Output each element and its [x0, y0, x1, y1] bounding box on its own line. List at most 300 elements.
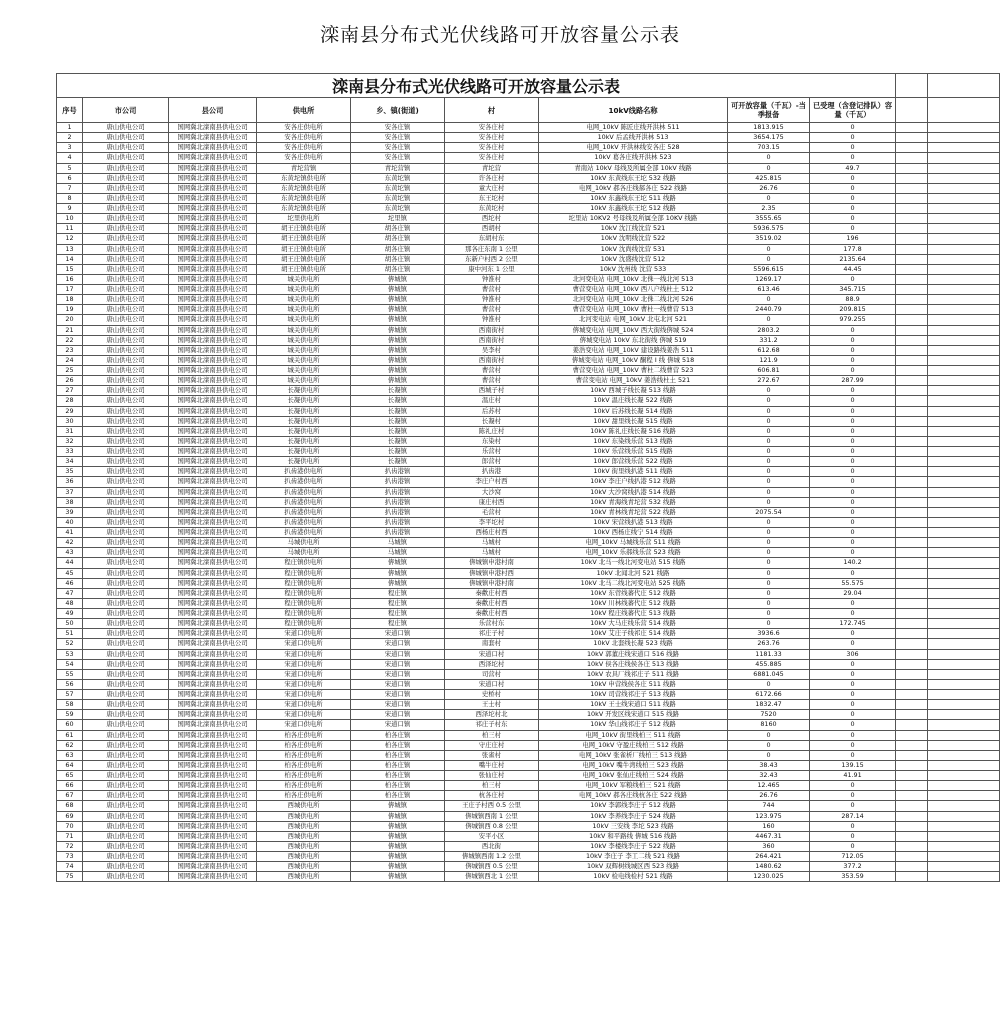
cell-county-company: 国网冀北滦南县供电公司 — [169, 487, 257, 497]
empty-cell — [928, 133, 1000, 143]
cell-city-company: 唐山供电公司 — [83, 750, 169, 760]
cell-open-capacity: 0 — [728, 436, 810, 446]
cell-village: 嘴牛庄村 — [445, 760, 539, 770]
cell-line-name: 10kV 司营线祁庄子 513 线路 — [539, 690, 728, 700]
cell-line-name: 10kV 侯各庄线侯各庄 513 线路 — [539, 659, 728, 669]
table-row — [57, 720, 1000, 730]
cell-town: 扒齿港镇 — [351, 517, 445, 527]
table-row — [57, 507, 1000, 517]
cell-village: 李庄户村西 — [445, 477, 539, 487]
cell-city-company: 唐山供电公司 — [83, 487, 169, 497]
table-row — [57, 305, 1000, 315]
cell-village: 张雀村 — [445, 750, 539, 760]
cell-station: 西城供电所 — [257, 831, 351, 841]
cell-open-capacity: 0 — [728, 386, 810, 396]
cell-line-name: 10kV 东鑫线东王坨 511 线路 — [539, 193, 728, 203]
empty-cell — [896, 760, 928, 770]
cell-open-capacity: 0 — [728, 477, 810, 487]
empty-cell — [928, 639, 1000, 649]
cell-city-company: 唐山供电公司 — [83, 760, 169, 770]
cell-city-company: 唐山供电公司 — [83, 872, 169, 882]
cell-town: 宋道口镇 — [351, 649, 445, 659]
cell-village: 王庄子村西 0.5 公里 — [445, 801, 539, 811]
cell-town: 倴城镇 — [351, 295, 445, 305]
capacity-table — [56, 73, 1000, 882]
cell-village: 温庄村 — [445, 396, 539, 406]
cell-index: 10 — [57, 214, 83, 224]
cell-county-company: 国网冀北滦南县供电公司 — [169, 143, 257, 153]
cell-city-company: 唐山供电公司 — [83, 730, 169, 740]
cell-city-company: 唐山供电公司 — [83, 224, 169, 234]
cell-index: 40 — [57, 517, 83, 527]
empty-cell — [928, 862, 1000, 872]
cell-city-company: 唐山供电公司 — [83, 629, 169, 639]
table-row — [57, 457, 1000, 467]
table-row — [57, 700, 1000, 710]
empty-cell — [928, 497, 1000, 507]
cell-line-name: 电网_10kV 张雀析厂线柏三 513 线路 — [539, 750, 728, 760]
empty-cell — [896, 831, 928, 841]
empty-cell — [896, 619, 928, 629]
cell-city-company: 唐山供电公司 — [83, 791, 169, 801]
cell-village: 西南街村 — [445, 325, 539, 335]
cell-index: 63 — [57, 750, 83, 760]
cell-village: 祁庄子村 — [445, 629, 539, 639]
cell-station: 西城供电所 — [257, 801, 351, 811]
empty-cell — [928, 781, 1000, 791]
cell-village: 安平小区 — [445, 831, 539, 841]
cell-town: 柏各庄镇 — [351, 730, 445, 740]
cell-line-name: 10kV 艾庄子线祁庄 514 线路 — [539, 629, 728, 639]
col-header: 已受理（含登记排队）容量（千瓦） — [810, 98, 896, 123]
cell-village: 东新户村西 2 公里 — [445, 254, 539, 264]
cell-accepted-capacity: 0 — [810, 720, 896, 730]
cell-open-capacity: 0 — [728, 609, 810, 619]
cell-county-company: 国网冀北滦南县供电公司 — [169, 274, 257, 284]
empty-cell — [896, 669, 928, 679]
cell-county-company: 国网冀北滦南县供电公司 — [169, 740, 257, 750]
cell-line-name: 10kV 沈盛线沈营 512 — [539, 254, 728, 264]
cell-line-name: 10kV 王士线宋道口 511 线路 — [539, 700, 728, 710]
cell-county-company: 国网冀北滦南县供电公司 — [169, 669, 257, 679]
cell-line-name: 电网_10kV 郝各庄线郝各庄 522 线路 — [539, 183, 728, 193]
cell-index: 66 — [57, 781, 83, 791]
cell-city-company: 唐山供电公司 — [83, 396, 169, 406]
empty-cell — [896, 679, 928, 689]
cell-village: 西南街村 — [445, 335, 539, 345]
cell-county-company: 国网冀北滦南县供电公司 — [169, 841, 257, 851]
cell-line-name: 10kV 北闻北河 521 线路 — [539, 568, 728, 578]
empty-cell — [928, 558, 1000, 568]
cell-index: 1 — [57, 123, 83, 133]
cell-town: 安各庄镇 — [351, 133, 445, 143]
empty-cell — [928, 629, 1000, 639]
cell-accepted-capacity: 0 — [810, 700, 896, 710]
cell-town: 倴城镇 — [351, 366, 445, 376]
cell-town: 程庄镇 — [351, 598, 445, 608]
cell-open-capacity: 0 — [728, 497, 810, 507]
empty-cell — [928, 467, 1000, 477]
cell-village: 毛营村 — [445, 507, 539, 517]
cell-line-name: 曹营变电站 电网_10kV 姜浩线杜土 521 — [539, 376, 728, 386]
table-row — [57, 852, 1000, 862]
cell-open-capacity: 6172.66 — [728, 690, 810, 700]
cell-city-company: 唐山供电公司 — [83, 163, 169, 173]
empty-cell — [928, 355, 1000, 365]
cell-index: 26 — [57, 376, 83, 386]
table-row — [57, 679, 1000, 689]
empty-cell — [896, 487, 928, 497]
cell-town: 倴城镇 — [351, 811, 445, 821]
cell-accepted-capacity: 0 — [810, 629, 896, 639]
cell-accepted-capacity: 0 — [810, 204, 896, 214]
cell-index: 25 — [57, 366, 83, 376]
table-row — [57, 781, 1000, 791]
cell-open-capacity: 0 — [728, 254, 810, 264]
empty-cell — [928, 588, 1000, 598]
cell-village: 乐营村东 — [445, 619, 539, 629]
cell-town: 程庄镇 — [351, 619, 445, 629]
cell-station: 宋道口供电所 — [257, 700, 351, 710]
col-header: 市公司 — [83, 98, 169, 123]
cell-open-capacity: 264.421 — [728, 852, 810, 862]
cell-county-company: 国网冀北滦南县供电公司 — [169, 517, 257, 527]
cell-index: 65 — [57, 771, 83, 781]
cell-county-company: 国网冀北滦南县供电公司 — [169, 578, 257, 588]
cell-county-company: 国网冀北滦南县供电公司 — [169, 396, 257, 406]
empty-cell — [896, 750, 928, 760]
cell-open-capacity: 0 — [728, 598, 810, 608]
cell-index: 75 — [57, 872, 83, 882]
cell-city-company: 唐山供电公司 — [83, 568, 169, 578]
cell-accepted-capacity: 0 — [810, 710, 896, 720]
cell-city-company: 唐山供电公司 — [83, 305, 169, 315]
cell-index: 44 — [57, 558, 83, 568]
cell-station: 城关供电所 — [257, 305, 351, 315]
cell-county-company: 国网冀北滦南县供电公司 — [169, 436, 257, 446]
empty-cell — [896, 730, 928, 740]
cell-town: 倴城镇 — [351, 821, 445, 831]
cell-county-company: 国网冀北滦南县供电公司 — [169, 315, 257, 325]
cell-line-name: 10kV 街里线扒港 511 线路 — [539, 467, 728, 477]
empty-cell — [896, 386, 928, 396]
table-row — [57, 649, 1000, 659]
cell-accepted-capacity: 0 — [810, 497, 896, 507]
cell-town: 倴城镇 — [351, 274, 445, 284]
cell-city-company: 唐山供电公司 — [83, 376, 169, 386]
empty-cell — [896, 345, 928, 355]
cell-town: 东黄坨镇 — [351, 204, 445, 214]
cell-open-capacity: 2803.2 — [728, 325, 810, 335]
cell-station: 长凝供电所 — [257, 386, 351, 396]
table-row — [57, 477, 1000, 487]
empty-cell — [896, 295, 928, 305]
cell-index: 36 — [57, 477, 83, 487]
empty-cell — [896, 234, 928, 244]
empty-cell — [896, 801, 928, 811]
empty-cell — [928, 619, 1000, 629]
cell-county-company: 国网冀北滦南县供电公司 — [169, 528, 257, 538]
cell-line-name: 倴城变电站 电网_10kV 西大街线倴城 524 — [539, 325, 728, 335]
cell-county-company: 国网冀北滦南县供电公司 — [169, 588, 257, 598]
cell-city-company: 唐山供电公司 — [83, 548, 169, 558]
cell-line-name: 曹营变电站 电网_10kV 曹杜二线曹营 523 — [539, 366, 728, 376]
table-row — [57, 163, 1000, 173]
cell-city-company: 唐山供电公司 — [83, 467, 169, 477]
empty-cell — [928, 98, 1000, 123]
cell-open-capacity: 0 — [728, 528, 810, 538]
cell-village: 西北街 — [445, 841, 539, 851]
cell-station: 宋道口供电所 — [257, 690, 351, 700]
cell-city-company: 唐山供电公司 — [83, 123, 169, 133]
cell-index: 27 — [57, 386, 83, 396]
cell-line-name: 10kV 川林线蕃代庄 512 线路 — [539, 598, 728, 608]
cell-city-company: 唐山供电公司 — [83, 690, 169, 700]
cell-town: 扒齿港镇 — [351, 528, 445, 538]
cell-open-capacity: 1813.915 — [728, 123, 810, 133]
cell-index: 31 — [57, 426, 83, 436]
col-header: 村 — [445, 98, 539, 123]
cell-index: 54 — [57, 659, 83, 669]
empty-cell — [896, 193, 928, 203]
cell-line-name: 10kV 沈江线沈营 521 — [539, 224, 728, 234]
cell-town: 倴城镇 — [351, 335, 445, 345]
cell-index: 59 — [57, 710, 83, 720]
cell-village: 马城村 — [445, 548, 539, 558]
cell-town: 长凝镇 — [351, 447, 445, 457]
cell-station: 程庄镇供电所 — [257, 558, 351, 568]
cell-county-company: 国网冀北滦南县供电公司 — [169, 406, 257, 416]
table-row — [57, 538, 1000, 548]
empty-cell — [896, 548, 928, 558]
cell-town: 程庄镇 — [351, 588, 445, 598]
cell-town: 胡各庄镇 — [351, 224, 445, 234]
empty-cell — [896, 224, 928, 234]
cell-city-company: 唐山供电公司 — [83, 497, 169, 507]
empty-cell — [896, 507, 928, 517]
cell-line-name: 10kV 李庄子 李工二线 521 线路 — [539, 852, 728, 862]
table-row — [57, 234, 1000, 244]
cell-town: 倴城镇 — [351, 315, 445, 325]
cell-station: 柏各庄供电所 — [257, 791, 351, 801]
cell-accepted-capacity: 712.05 — [810, 852, 896, 862]
cell-station: 扒齿港供电所 — [257, 517, 351, 527]
empty-cell — [896, 538, 928, 548]
cell-station: 城关供电所 — [257, 376, 351, 386]
empty-cell — [928, 771, 1000, 781]
cell-village: 西胡村 — [445, 224, 539, 234]
cell-index: 38 — [57, 497, 83, 507]
table-row — [57, 629, 1000, 639]
empty-cell — [928, 578, 1000, 588]
cell-open-capacity: 4467.31 — [728, 831, 810, 841]
cell-city-company: 唐山供电公司 — [83, 416, 169, 426]
cell-index: 55 — [57, 669, 83, 679]
empty-cell — [896, 274, 928, 284]
table-row — [57, 315, 1000, 325]
cell-city-company: 唐山供电公司 — [83, 609, 169, 619]
cell-city-company: 唐山供电公司 — [83, 517, 169, 527]
cell-village: 倴城镇西 0.5 公里 — [445, 862, 539, 872]
cell-index: 6 — [57, 173, 83, 183]
cell-city-company: 唐山供电公司 — [83, 710, 169, 720]
cell-accepted-capacity: 49.7 — [810, 163, 896, 173]
table-row — [57, 831, 1000, 841]
cell-open-capacity: 3654.175 — [728, 133, 810, 143]
cell-town: 长凝镇 — [351, 396, 445, 406]
cell-town: 倴城镇 — [351, 558, 445, 568]
cell-town: 倴城镇 — [351, 376, 445, 386]
cell-line-name: 北河变电站 电网_10kV 北侏二线北河 526 — [539, 295, 728, 305]
cell-town: 胡各庄镇 — [351, 244, 445, 254]
empty-cell — [896, 335, 928, 345]
empty-cell — [896, 558, 928, 568]
table-row — [57, 740, 1000, 750]
table-row — [57, 254, 1000, 264]
cell-line-name: 10kV 开发区线宋道口 515 线路 — [539, 710, 728, 720]
cell-city-company: 唐山供电公司 — [83, 669, 169, 679]
table-row — [57, 690, 1000, 700]
empty-cell — [896, 173, 928, 183]
empty-cell — [896, 629, 928, 639]
table-row — [57, 335, 1000, 345]
cell-index: 17 — [57, 285, 83, 295]
cell-open-capacity: 0 — [728, 750, 810, 760]
cell-county-company: 国网冀北滦南县供电公司 — [169, 497, 257, 507]
cell-village: 柏三村 — [445, 730, 539, 740]
empty-cell — [896, 436, 928, 446]
table-row — [57, 274, 1000, 284]
cell-accepted-capacity: 0 — [810, 274, 896, 284]
empty-cell — [896, 568, 928, 578]
empty-cell — [896, 720, 928, 730]
cell-line-name: 坨里站 10KV2 号母线及所属全部 10KV 线路 — [539, 214, 728, 224]
empty-cell — [928, 173, 1000, 183]
col-header: 供电所 — [257, 98, 351, 123]
cell-county-company: 国网冀北滦南县供电公司 — [169, 771, 257, 781]
cell-station: 马城供电所 — [257, 548, 351, 558]
cell-county-company: 国网冀北滦南县供电公司 — [169, 457, 257, 467]
cell-line-name: 10kV 郭董庄线宋道口 516 线路 — [539, 649, 728, 659]
cell-accepted-capacity: 0 — [810, 639, 896, 649]
cell-line-name: 电网_10kV 开洪林线安各庄 528 — [539, 143, 728, 153]
cell-county-company: 国网冀北滦南县供电公司 — [169, 234, 257, 244]
table-row — [57, 406, 1000, 416]
empty-cell — [896, 467, 928, 477]
cell-village: 倴城镇西北 1 公里 — [445, 872, 539, 882]
cell-index: 5 — [57, 163, 83, 173]
table-row — [57, 598, 1000, 608]
empty-cell — [896, 862, 928, 872]
empty-cell — [896, 821, 928, 831]
cell-line-name: 10kV 程庄线蕃代庄 513 线路 — [539, 609, 728, 619]
cell-accepted-capacity: 196 — [810, 234, 896, 244]
table-row — [57, 811, 1000, 821]
cell-station: 胡王庄镇供电所 — [257, 224, 351, 234]
cell-village: 马城村 — [445, 538, 539, 548]
cell-index: 69 — [57, 811, 83, 821]
table-row — [57, 376, 1000, 386]
cell-station: 宋道口供电所 — [257, 720, 351, 730]
cell-open-capacity: 0 — [728, 193, 810, 203]
cell-village: 司营村 — [445, 669, 539, 679]
cell-station: 城关供电所 — [257, 325, 351, 335]
cell-town: 扒齿港镇 — [351, 477, 445, 487]
cell-line-name: 10kV 李楼线李庄子 522 线路 — [539, 841, 728, 851]
cell-city-company: 唐山供电公司 — [83, 507, 169, 517]
cell-line-name: 10kV 沈明线沈营 522 — [539, 234, 728, 244]
cell-line-name: 电网_10kV 乐郝线乐营 523 线路 — [539, 548, 728, 558]
cell-accepted-capacity: 0 — [810, 659, 896, 669]
cell-open-capacity: 331.2 — [728, 335, 810, 345]
empty-cell — [928, 872, 1000, 882]
cell-accepted-capacity: 140.2 — [810, 558, 896, 568]
cell-town: 宋道口镇 — [351, 710, 445, 720]
cell-city-company: 唐山供电公司 — [83, 143, 169, 153]
empty-cell — [896, 325, 928, 335]
cell-station: 柏各庄供电所 — [257, 781, 351, 791]
empty-cell — [896, 123, 928, 133]
empty-cell — [928, 416, 1000, 426]
cell-open-capacity: 0 — [728, 730, 810, 740]
empty-cell — [896, 639, 928, 649]
empty-cell — [928, 193, 1000, 203]
cell-village: 倴城镇申港村南 — [445, 558, 539, 568]
cell-station: 安各庄供电所 — [257, 123, 351, 133]
cell-station: 城关供电所 — [257, 274, 351, 284]
cell-village: 秦歡庄村西 — [445, 598, 539, 608]
cell-accepted-capacity: 0 — [810, 538, 896, 548]
cell-village: 东胡村东 — [445, 234, 539, 244]
cell-city-company: 唐山供电公司 — [83, 619, 169, 629]
cell-city-company: 唐山供电公司 — [83, 244, 169, 254]
cell-county-company: 国网冀北滦南县供电公司 — [169, 295, 257, 305]
table-row — [57, 467, 1000, 477]
cell-town: 扒齿港镇 — [351, 507, 445, 517]
cell-village: 柏三村 — [445, 781, 539, 791]
cell-village: 守庄庄村 — [445, 740, 539, 750]
cell-open-capacity: 2075.54 — [728, 507, 810, 517]
cell-town: 倴城镇 — [351, 872, 445, 882]
cell-county-company: 国网冀北滦南县供电公司 — [169, 852, 257, 862]
table-title: 滦南县分布式光伏线路可开放容量公示表 — [57, 74, 896, 98]
cell-line-name: 10kV 大沙窝线扒港 514 线路 — [539, 487, 728, 497]
cell-county-company: 国网冀北滦南县供电公司 — [169, 801, 257, 811]
empty-cell — [896, 528, 928, 538]
cell-accepted-capacity: 0 — [810, 355, 896, 365]
cell-index: 61 — [57, 730, 83, 740]
cell-county-company: 国网冀北滦南县供电公司 — [169, 193, 257, 203]
cell-village: 西杨庄村西 — [445, 528, 539, 538]
cell-accepted-capacity: 0 — [810, 123, 896, 133]
cell-city-company: 唐山供电公司 — [83, 335, 169, 345]
empty-cell — [896, 659, 928, 669]
cell-accepted-capacity: 0 — [810, 183, 896, 193]
empty-cell — [928, 710, 1000, 720]
table-row — [57, 669, 1000, 679]
cell-county-company: 国网冀北滦南县供电公司 — [169, 133, 257, 143]
table-row — [57, 133, 1000, 143]
cell-index: 21 — [57, 325, 83, 335]
cell-town: 柏各庄镇 — [351, 791, 445, 801]
header-row — [57, 98, 1000, 123]
cell-accepted-capacity: 172.745 — [810, 619, 896, 629]
cell-county-company: 国网冀北滦南县供电公司 — [169, 831, 257, 841]
cell-accepted-capacity: 0 — [810, 679, 896, 689]
cell-station: 宋道口供电所 — [257, 710, 351, 720]
cell-accepted-capacity: 41.91 — [810, 771, 896, 781]
cell-village: 倴城镇西南 1.2 公里 — [445, 852, 539, 862]
